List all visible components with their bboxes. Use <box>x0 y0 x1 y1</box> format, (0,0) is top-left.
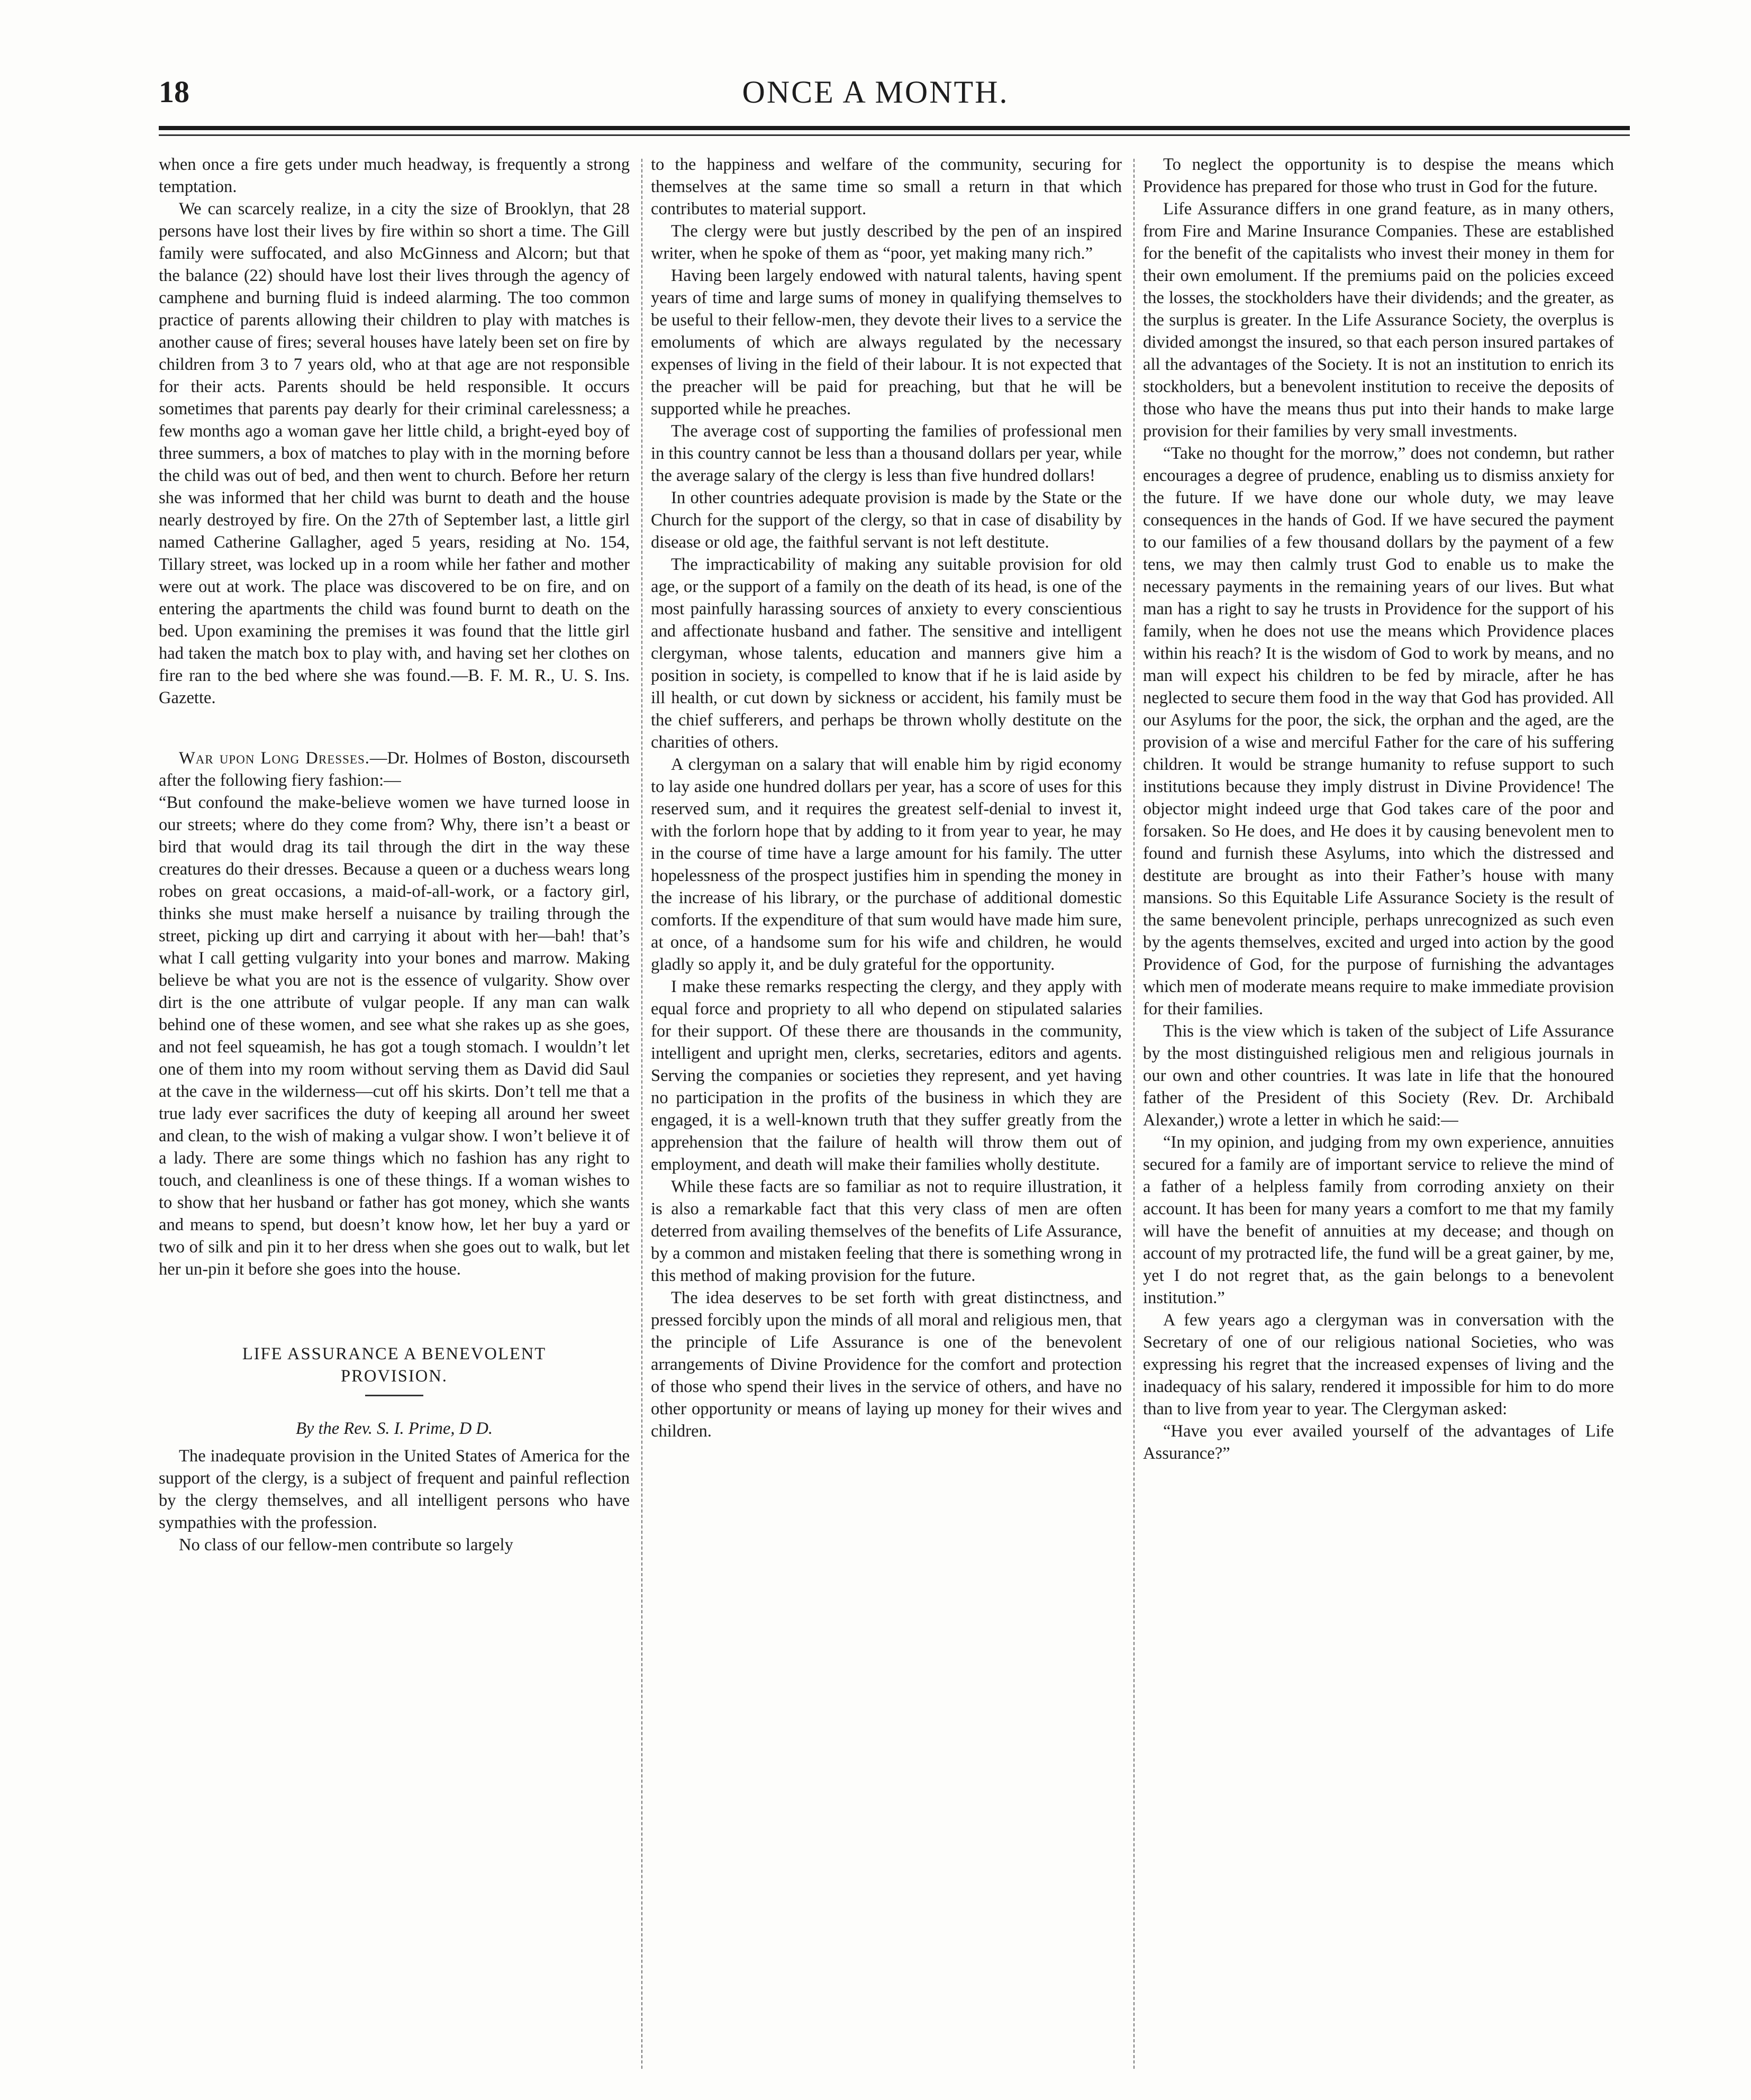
article-title: LIFE ASSURANCE A BENEVOLENT PROVISION. <box>242 1344 547 1386</box>
paragraph: The clergy were but justly described by the pen of an inspired writer, when he spoke of them as “poor, yet making many rich.” <box>651 222 1122 263</box>
spacer <box>159 709 630 747</box>
paragraph: The average cost of supporting the families of professional men in this country cannot be less than a thousand dollars per year, while the average salary of the clergy is less than five hundred dollars! <box>651 422 1122 485</box>
paragraph: The impracticability of making any suitable provision for old age, or the support of a family on the death of its head, is one of the most painfully harassing sources of anxiety to every conscientious and affectionate husband and father. The sensitive and intelligent clergyman, whose talents, education and manners give him a position in society, is compelled to know that if he is laid aside by ill health, or cut down by sickness or accident, his family must be the chief sufferers, and perhaps be thrown wholly destitute on the charities of others. <box>651 555 1122 752</box>
paragraph: No class of our fellow-men contribute so largely <box>179 1535 513 1554</box>
paragraph-text: —Dr. Holmes of Boston, discourseth after the following fiery fashion:— <box>159 749 630 790</box>
paragraph: We can scarcely realize, in a city the size of Brooklyn, that 28 persons have lost their lives by fire within so short a time. The Gill family were suffocated, and also McGinness and Alcorn; but that the balance (22) should have lost their lives through the agency of camphene and burning fluid is indeed alarming. The too common practice of parents allowing their children to play with matches is another cause of fires; several houses have lately been set on fire by children from 3 to 7 years old, who at that age are not responsible for their acts. Parents should be held responsible. It occurs sometimes that parents pay dearly for their criminal carelessness; a few months ago a woman gave her little child, a bright-eyed boy of three summers, a box of matches to play with in the morning before the child was out of bed, and then went to church. Before her return she was informed that her child was burnt to death and the house nearly destroyed by fire. On the 27th of September last, a little girl named Catherine Gallagher, aged 5 years, residing at No. 154, Tillary street, was locked up in a room while her father and mother were out at work. The place was discovered to be on fire, and on entering the apartments the child was found burnt to death on the bed. Upon examining the premises it was found that the little girl had taken the match box to play with, and having set her clothes on fire ran to the bed where she was found.—B. F. M. R., U. S. Ins. Gazette. <box>159 199 630 707</box>
paragraph: when once a fire gets under much headway, is frequently a strong temptation. <box>159 155 630 196</box>
column-1 <box>159 153 630 2069</box>
running-title: ONCE A MONTH. <box>742 75 1009 110</box>
paragraph: “But confound the make-believe women we have turned loose in our streets; where do they come from? Why, there isn’t a beast or bird that would drag its tail through the dirt in the way these creatures do their dresses. Because a queen or a duchess wears long robes on great occasions, a maid-of-all-work, or a factory girl, thinks she must make herself a nuisance by trailing through the street, picking up dirt and carrying it about with her—bah! that’s what I call getting vulgarity into your bones and marrow. Making believe be what you are not is the essence of vulgarity. Show over dirt is the one attribute of vulgar people. If any man can walk behind one of these women, and see what she rakes up as she goes, and not feel squeamish, he has got a tough stomach. I wouldn’t let one of them into my room without serving them as David did Saul at the cave in the wilderness—cut off his skirts. Don’t tell me that a true lady ever sacrifices the duty of keeping all around her sweet and clean, to the wish of making a vulgar show. I won’t believe it of a lady. There are some things which no fashion has any right to touch, and cleanliness is one of these things. If a woman wishes to to show that her husband or father has got money, which she wants and means to spend, but doesn’t know how, let her buy a yard or two of silk and pin it to her dress when she goes out to walk, but let her un-pin it before she goes into the house. <box>159 793 630 1279</box>
paragraph: While these facts are so familiar as not to require illustration, it is also a remarkable fact that this very class of men are often deterred from availing themselves of the benefits of Life Assurance, by a common and mistaken feeling that there is something wrong in this method of making provision for the future. <box>651 1177 1122 1285</box>
header-rule <box>159 126 1630 130</box>
header-rule-thin <box>159 134 1630 136</box>
paragraph: to the happiness and welfare of the community, securing for themselves at the same time so small a return in that which contributes to material support. <box>651 155 1122 219</box>
paragraph: A few years ago a clergyman was in conversation with the Secretary of one of our religious national Societies, who was expressing his regret that the increased expenses of living and the inadequacy of his salary, rendered it impossible for him to do more than to live from year to year. The Clergyman asked: <box>1143 1311 1614 1419</box>
page-number: 18 <box>159 75 189 109</box>
column-divider <box>641 159 642 2069</box>
paragraph: The idea deserves to be set forth with great distinctness, and pressed forcibly upon the minds of all moral and religious men, that the principle of Life Assurance is one of the benevolent arrangements of Divine Providence for the comfort and protection of those who spend their lives in the service of others, and have no other opportunity or means of laying up money for their wives and children. <box>651 1288 1122 1441</box>
paragraph: “In my opinion, and judging from my own experience, annuities secured for a family are of important service to relieve the mind of a father of a helpless family from corroding anxiety on their account. It has been for many years a comfort to me that my family will have the benefit of annuities at my decease; and though on account of my protracted life, the fund will be a great gainer, by me, yet I do not regret that, as the gain belongs to a benevolent institution.” <box>1143 1133 1614 1307</box>
paragraph: I make these remarks respecting the clergy, and they apply with equal force and propriety to all who depend on stipulated salaries for their support. Of these there are thousands in the community, intelligent and upright men, clerks, secretaries, editors and agents. Serving the companies or societies they represent, and yet having no participation in the profits of the business in which they are engaged, it is a well-known truth that they suffer greatly from the apprehension that the failure of health will throw them out of employment, and death will make their families wholly destitute. <box>651 977 1122 1174</box>
paragraph: Life Assurance differs in one grand feature, as in many others, from Fire and Marine Insurance Companies. These are established for the benefit of the capitalists who invest their money in them for their own emolument. If the premiums paid on the policies exceed the losses, the stockholders have their dividends; and the greater, as the surplus is greater. In the Life Assurance Society, the overplus is divided amongst the insured, so that each person insured partakes of all the advantages of the Society. It is not an institution to enrich its stockholders, but a benevolent institution to receive the deposits of those who have the means thus put into their hands to make large provision for their families by very small investments. <box>1143 199 1614 441</box>
spacer <box>159 1280 630 1343</box>
byline: By the Rev. S. I. Prime, D D. <box>295 1419 493 1438</box>
paragraph: Having been largely endowed with natural talents, having spent years of time and large sums of money in qualifying themselves to be useful to their fellow-men, they devote their lives to a service the emoluments of which are always regulated by the necessary expenses of living in the field of their labour. It is not expected that the preacher will be paid for preaching, but that he will be supported while he preaches. <box>651 266 1122 419</box>
column-2 <box>651 153 1122 2069</box>
column-3 <box>1143 153 1614 2069</box>
text-columns <box>159 153 1630 2069</box>
title-rule <box>365 1395 423 1396</box>
paragraph: In other countries adequate provision is made by the State or the Church for the support of the clergy, so that in case of disability by disease or old age, the faithful servant is not left destitute. <box>651 488 1122 552</box>
paragraph: “Take no thought for the morrow,” does not condemn, but rather encourages a degree of prudence, enabling us to dismiss anxiety for the future. If we have done our whole duty, we may leave consequences in the hands of God. If we have secured the payment to our families of a few thousand dollars by the payment of a few tens, we may then calmly trust God to enable us to make the necessary payments in the remaining years of our lives. But what man has a right to say he trusts in Providence for the support of his family, when he does not use the means which Providence places within his reach? It is the wisdom of God to work by means, and no man will expect his children to be fed by miracle, after he has neglected to secure them food in the way that God has provided. All our Asylums for the poor, the sick, the orphan and the aged, are the provision of a wise and merciful Father for the care of his suffering children. It would be strange humanity to refuse support to such institutions because they imply distrust in Divine Providence! The objector might indeed urge that God takes care of the poor and forsaken. So He does, and He does it by causing benevolent men to found and furnish these Asylums, into which the distressed and destitute are brought as into their Father’s house with many mansions. So this Equitable Life Assurance Society is the result of the same benevolent principle, perhaps unrecognized as such even by the agents themselves, excited and urged into action by the good Providence of God, for the purpose of furnishing the advantages which men of moderate means require to make immediate provision for their families. <box>1143 444 1614 1019</box>
section-opener: War upon Long Dresses. <box>179 749 370 768</box>
paragraph <box>159 747 630 792</box>
paragraph: The inadequate provision in the United States of America for the support of the clergy, is a subject of frequent and painful reflection by the clergy themselves, and all intelligent persons who have sympathies with the profession. <box>159 1447 630 1532</box>
column-divider <box>1133 159 1135 2069</box>
paragraph: This is the view which is taken of the subject of Life Assurance by the most distinguished religious men and religious journals in our own and other countries. It was late in life that the honoured father of the President of this Society (Rev. Dr. Archibald Alexander,) wrote a letter in which he said:— <box>1143 1022 1614 1130</box>
paragraph: A clergyman on a salary that will enable him by rigid economy to lay aside one hundred dollars per year, has a score of uses for this reserved sum, and it requires the greatest self-denial to invest it, with the forlorn hope that by adding to it from year to year, he may in the course of time have a large amount for his family. The utter hopelessness of the prospect justifies him in spending the money in the increase of his library, or the purchase of additional domestic comforts. If the expenditure of that sum would have made him sure, at once, of a handsome sum for his wife and children, he would gladly so apply it, and be duly grateful for the opportunity. <box>651 755 1122 974</box>
paragraph: To neglect the opportunity is to despise the means which Providence has prepared for those who trust in God for the future. <box>1143 155 1614 196</box>
paragraph: “Have you ever availed yourself of the advantages of Life Assurance?” <box>1143 1422 1614 1463</box>
